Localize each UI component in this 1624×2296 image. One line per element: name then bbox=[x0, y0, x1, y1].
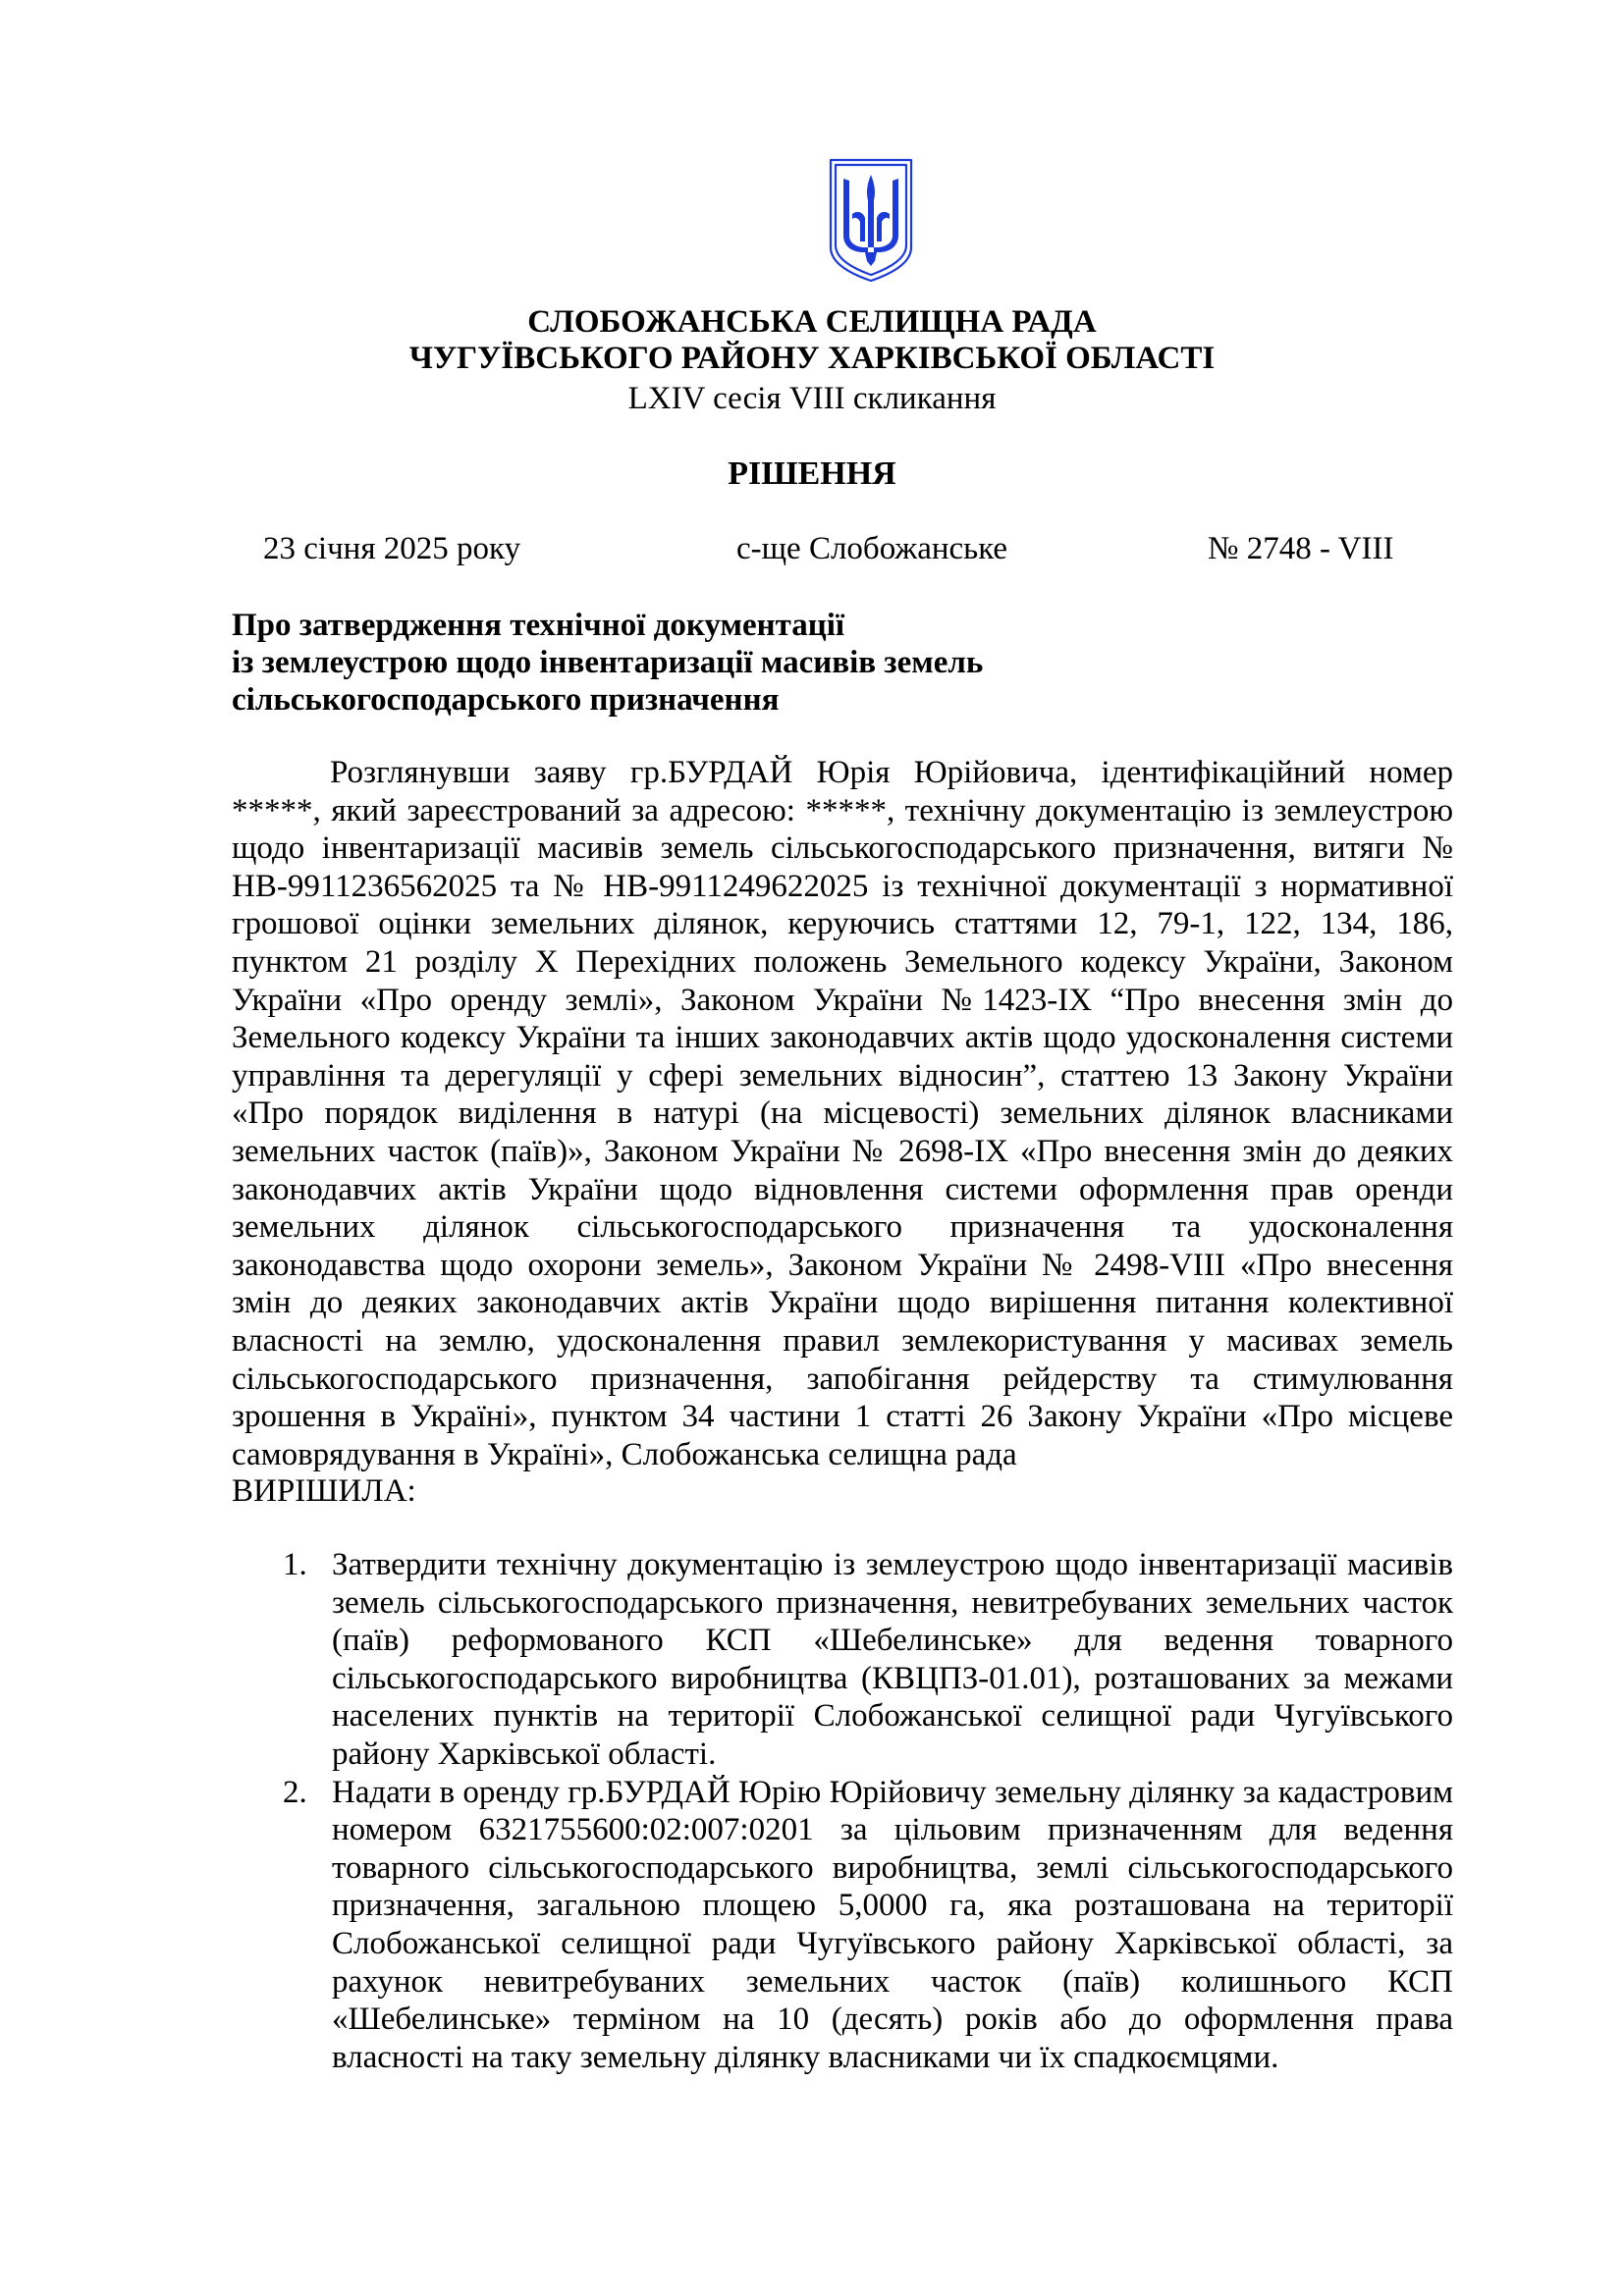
session-line: LXIV сесія VIII скликання bbox=[627, 381, 997, 416]
item-text: Затвердити технічну документацію із землеустрою щодо інвентаризації масивів земель сільськогосподарського призначення, невитребуваних земельних часток (паїв) реформованого КСП «Шебелинське» для ведення товарного сільськогосподарського виробництва (КВЦПЗ-01.01), розташованих за межами населених пунктів на території Слобожанської селищної ради Чугуївського району Харківської області. bbox=[332, 1547, 1453, 1772]
item-number: 1. bbox=[283, 1547, 307, 1582]
subject-line3: сільськогосподарського призначення bbox=[232, 682, 780, 718]
decision-number: № 2748 - VIII bbox=[1208, 531, 1394, 566]
trident-coat-of-arms-icon bbox=[828, 157, 914, 283]
council-name bbox=[0, 304, 1624, 377]
subject-line1: Про затвердження технічної документації bbox=[232, 608, 845, 643]
decision-item bbox=[232, 1774, 1453, 2077]
council-name-line2: ЧУГУЇВСЬКОГО РАЙОНУ ХАРКІВСЬКОЇ ОБЛАСТІ bbox=[408, 341, 1216, 376]
decision-place: с-ще Слобожанське bbox=[736, 531, 1008, 566]
item-text: Надати в оренду гр.БУРДАЙ Юрію Юрійовичу земельну ділянку за кадастровим номером 6321755600:02:007:0201 за цільовим призначенням для ведення товарного сільськогосподарського виробництва, землі сільськогосподарського призначення, загальною площею 5,0000 га, яка розташована на території Слобожанської селищної ради Чугуївського району Харківської області, за рахунок невитребуваних земельних часток (паїв) колишнього КСП «Шебелинське» терміном на 10 (десять) років або до оформлення права власності на таку земельну ділянку власниками чи їх спадкоємцями. bbox=[332, 1774, 1453, 2075]
resolved-label: ВИРІШИЛА: bbox=[232, 1473, 416, 1509]
document-title: РІШЕННЯ bbox=[728, 455, 896, 492]
decision-date: 23 січня 2025 року bbox=[263, 531, 521, 566]
decision-item bbox=[232, 1546, 1453, 1774]
item-number: 2. bbox=[283, 1774, 307, 1810]
decision-items-list bbox=[232, 1546, 1453, 2076]
decision-subject bbox=[232, 607, 983, 719]
preamble-paragraph: Розглянувши заяву гр.БУРДАЙ Юрія Юрійовича, ідентифікаційний номер *****, який зареєстрований за адресою: *****, технічну документацію із землеустрою щодо інвентаризації масивів земель сільськогосподарського призначення, витяги № НВ-9911236562025 та № НВ-9911249622025 із технічної документації з нормативної грошової оцінки земельних ділянок, керуючись статтями 12, 79-1, 122, 134, 186, пунктом 21 розділу Х Перехідних положень Земельного кодексу України, Законом України «Про оренду землі», Законом України №1423-IX “Про внесення змін до Земельного кодексу України та інших законодавчих актів щодо удосконалення системи управління та дерегуляції у сфері земельних відносин”, статтею 13 Закону України «Про порядок виділення в натурі (на місцевості) земельних ділянок власниками земельних часток (паїв)», Законом України № 2698-IX «Про внесення змін до деяких законодавчих актів України щодо відновлення системи оформлення прав оренди земельних ділянок сільськогосподарського призначення та удосконалення законодавства щодо охорони земель», Законом України № 2498-VIII «Про внесення змін до деяких законодавчих актів України щодо вирішення питання колективної власності на землю, удосконалення правил землекористування у масивах земель сільськогосподарського призначення, запобігання рейдерству та стимулювання зрошення в Україні», пунктом 34 частини 1 статті 26 Закону України «Про місцеве самоврядування в Україні», Слобожанська селищна рада bbox=[232, 755, 1453, 1472]
subject-line2: із землеустрою щодо інвентаризації масивів земель bbox=[232, 645, 984, 680]
council-name-line1: СЛОБОЖАНСЬКА СЕЛИЩНА РАДА bbox=[527, 304, 1097, 340]
